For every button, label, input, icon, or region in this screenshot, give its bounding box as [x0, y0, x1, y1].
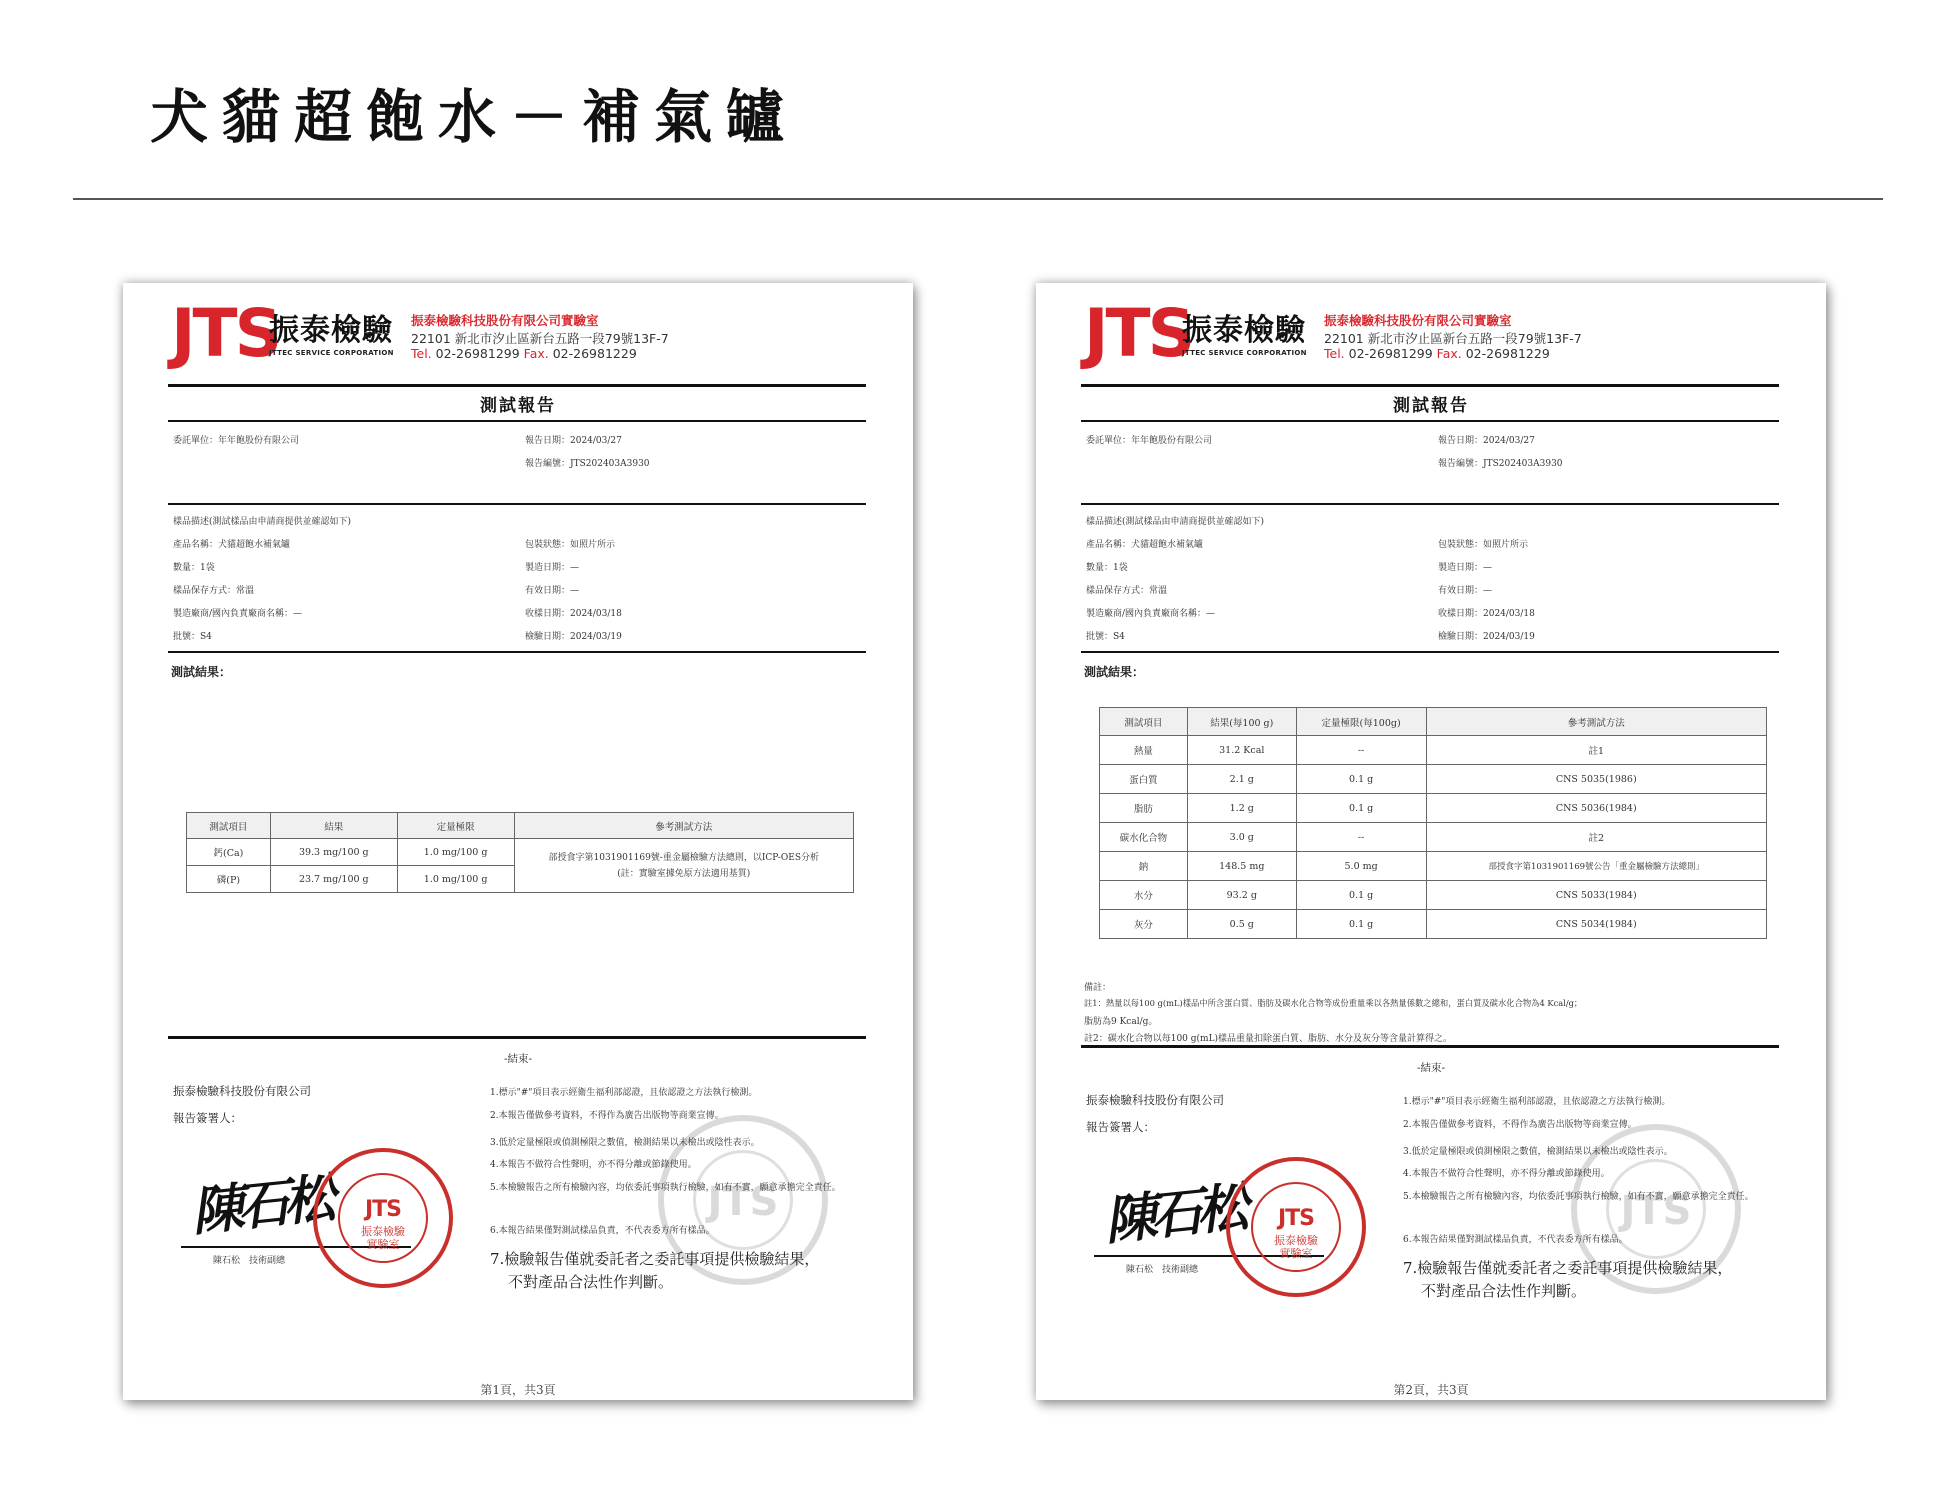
test-item-cell: 熱量 — [1100, 736, 1188, 765]
logo-chinese-name: 振泰檢驗 — [269, 313, 393, 348]
table-row — [1100, 881, 1767, 910]
method-cell: CNS 5034(1984) — [1426, 910, 1766, 939]
result-cell: 93.2 g — [1187, 881, 1296, 910]
quantity-field: 數量：1袋 — [173, 563, 215, 573]
column-header: 結果(每100 g) — [1187, 708, 1296, 736]
report-number-field: 報告編號：JTS202403A3930 — [525, 459, 650, 469]
column-header: 測試項目 — [187, 813, 271, 839]
report-title: 測試報告 — [1393, 396, 1469, 416]
loq-cell: 5.0 mg — [1296, 852, 1426, 881]
note-7-line-2: 不對產品合法性作判斷。 — [508, 1273, 674, 1291]
test-date-field: 檢驗日期：2024/03/19 — [1438, 632, 1535, 642]
manufacturer-field: 製造廠商/國內負責廠商名稱：— — [173, 609, 303, 619]
received-date-field: 收樣日期：2024/03/18 — [1438, 609, 1535, 619]
result-cell: 0.5 g — [1187, 910, 1296, 939]
sample-description: 樣品描述(測試樣品由申請商提供並確認如下) — [173, 517, 352, 527]
signer-title: 陳石松 技術副總 — [213, 1256, 286, 1266]
note-7-line-1: 7.檢驗報告僅就委託者之委託事項提供檢驗結果， — [490, 1250, 820, 1268]
logo-chinese-name: 振泰檢驗 — [1182, 313, 1306, 348]
method-cell: 註1 — [1426, 736, 1766, 765]
product-name-field: 產品名稱：犬貓超飽水補氣罏 — [1086, 540, 1204, 550]
signer-company: 振泰檢驗科技股份有限公司 — [1086, 1093, 1224, 1107]
table-row — [1100, 794, 1767, 823]
company-contact: Tel. 02-26981299 Fax. 02-26981229 — [411, 346, 637, 361]
test-item-cell: 脂肪 — [1100, 794, 1188, 823]
note-3: 3.低於定量極限或偵測極限之數值，檢測結果以未檢出或陰性表示。 — [1403, 1147, 1673, 1157]
report-number-field: 報告編號：JTS202403A3930 — [1438, 459, 1563, 469]
result-cell: 39.3 mg/100 g — [270, 839, 397, 866]
table-row — [1100, 765, 1767, 794]
jts-logo: JTS — [1084, 295, 1193, 372]
signature: 陳石松 — [1101, 1176, 1246, 1253]
jts-watermark-stamp: JTS — [658, 1115, 828, 1285]
note-7-line-1: 7.檢驗報告僅就委託者之委託事項提供檢驗結果， — [1403, 1259, 1733, 1277]
note-5: 5.本檢驗報告之所有檢驗內容，均依委託事項執行檢驗，如有不實，願意承擔完全責任。 — [490, 1183, 841, 1193]
mfg-date-field: 製造日期：— — [1438, 563, 1493, 573]
header-rule — [168, 384, 866, 387]
end-mark: -結束- — [1416, 1062, 1446, 1074]
note-4: 4.本報告不做符合性聲明，亦不得分離或節錄使用。 — [490, 1160, 697, 1170]
page-footer: 第1頁，共3頁 — [480, 1383, 556, 1397]
note-2: 2.本報告僅做參考資料，不得作為廣告出版物等商業宣傳。 — [1403, 1120, 1637, 1130]
remarks-label: 備註： — [1084, 983, 1112, 993]
table-row — [1100, 736, 1767, 765]
table-row — [1100, 823, 1767, 852]
title-rule — [1081, 420, 1779, 422]
logo-english-name: JTTEC SERVICE CORPORATION — [1182, 349, 1307, 357]
sample-rule — [168, 651, 866, 653]
page-footer: 第2頁，共3頁 — [1393, 1383, 1469, 1397]
table-header-row — [187, 813, 854, 839]
loq-cell: 1.0 mg/100 g — [397, 839, 514, 866]
received-date-field: 收樣日期：2024/03/18 — [525, 609, 622, 619]
info-rule — [1081, 503, 1779, 505]
result-cell: 1.2 g — [1187, 794, 1296, 823]
sample-rule — [1081, 651, 1779, 653]
company-address: 22101 新北市汐止區新台五路一段79號13F-7 — [1324, 331, 1582, 346]
column-header: 參考測試方法 — [514, 813, 853, 839]
company-name: 振泰檢驗科技股份有限公司實驗室 — [1324, 313, 1512, 328]
note-3: 3.低於定量極限或偵測極限之數值，檢測結果以未檢出或陰性表示。 — [490, 1138, 760, 1148]
loq-cell: -- — [1296, 736, 1426, 765]
lab-seal-stamp: JTS 振泰檢驗 實驗室 — [1226, 1157, 1366, 1297]
results-table — [186, 812, 854, 893]
note-1: 1.標示"#"項目表示經衛生福利部認證，且依認證之方法執行檢測。 — [490, 1088, 758, 1098]
result-cell: 31.2 Kcal — [1187, 736, 1296, 765]
test-item-cell: 鈉 — [1100, 852, 1188, 881]
result-cell: 2.1 g — [1187, 765, 1296, 794]
table-row — [1100, 910, 1767, 939]
column-header: 結果 — [270, 813, 397, 839]
note-4: 4.本報告不做符合性聲明，亦不得分離或節錄使用。 — [1403, 1169, 1610, 1179]
column-header: 定量極限 — [397, 813, 514, 839]
remark-1-line-2: 脂肪為9 Kcal/g。 — [1084, 1017, 1158, 1027]
storage-field: 樣品保存方式：常溫 — [1086, 586, 1168, 596]
method-cell: CNS 5035(1986) — [1426, 765, 1766, 794]
method-cell: CNS 5036(1984) — [1426, 794, 1766, 823]
test-item-cell: 灰分 — [1100, 910, 1188, 939]
storage-field: 樣品保存方式：常溫 — [173, 586, 255, 596]
report-page-2 — [1036, 283, 1826, 1400]
logo-english-name: JTTEC SERVICE CORPORATION — [269, 349, 394, 357]
client-field: 委託單位：年年飽股份有限公司 — [173, 436, 300, 446]
loq-cell: 1.0 mg/100 g — [397, 866, 514, 893]
report-title: 測試報告 — [480, 396, 556, 416]
loq-cell: 0.1 g — [1296, 910, 1426, 939]
note-6: 6.本報告結果僅對測試樣品負責，不代表委方所有樣品。 — [490, 1226, 715, 1236]
method-cell: 部授食字第1031901169號公告「重金屬檢驗方法總則」 — [1426, 852, 1766, 881]
remark-2: 註2：碳水化合物以每100 g(mL)樣品重量扣除蛋白質、脂肪、水分及灰分等含量計算得之。 — [1084, 1034, 1453, 1044]
title-rule — [168, 420, 866, 422]
end-mark: -結束- — [503, 1053, 533, 1065]
quantity-field: 數量：1袋 — [1086, 563, 1128, 573]
batch-field: 批號：S4 — [173, 632, 212, 642]
method-cell: 部授食字第1031901169號-重金屬檢驗方法總則，以ICP-OES分析 (註：實驗室據免原方法適用基質) — [514, 839, 853, 893]
company-address: 22101 新北市汐止區新台五路一段79號13F-7 — [411, 331, 669, 346]
note-7-line-2: 不對產品合法性作判斷。 — [1421, 1282, 1587, 1300]
signer-company: 振泰檢驗科技股份有限公司 — [173, 1084, 311, 1098]
results-table — [1099, 707, 1767, 939]
client-field: 委託單位：年年飽股份有限公司 — [1086, 436, 1213, 446]
method-cell: 註2 — [1426, 823, 1766, 852]
note-2: 2.本報告僅做參考資料，不得作為廣告出版物等商業宣傳。 — [490, 1111, 724, 1121]
note-5: 5.本檢驗報告之所有檢驗內容，均依委託事項執行檢驗，如有不實，願意承擔完全責任。 — [1403, 1192, 1754, 1202]
jts-logo: JTS — [171, 295, 280, 372]
results-label: 測試結果： — [1084, 665, 1145, 679]
note-6: 6.本報告結果僅對測試樣品負責，不代表委方所有樣品。 — [1403, 1235, 1628, 1245]
remark-1-line-1: 註1：熱量以每100 g(mL)樣品中所含蛋白質、脂肪及碳水化合物等成份重量乘以各熱量係數之總和，蛋白質及碳水化合物為4 Kcal/g； — [1084, 998, 1583, 1008]
package-field: 包裝狀態：如照片所示 — [1438, 540, 1529, 550]
table-header-row — [1100, 708, 1767, 736]
test-item-cell: 蛋白質 — [1100, 765, 1188, 794]
jts-watermark-stamp: JTS — [1571, 1124, 1741, 1294]
manufacturer-field: 製造廠商/國內負責廠商名稱：— — [1086, 609, 1216, 619]
test-item-cell: 鈣(Ca) — [187, 839, 271, 866]
loq-cell: 0.1 g — [1296, 794, 1426, 823]
banner-divider — [73, 198, 1883, 200]
company-name: 振泰檢驗科技股份有限公司實驗室 — [411, 313, 599, 328]
exp-date-field: 有效日期：— — [525, 586, 580, 596]
table-row — [187, 839, 854, 866]
loq-cell: 0.1 g — [1296, 881, 1426, 910]
result-cell: 23.7 mg/100 g — [270, 866, 397, 893]
package-field: 包裝狀態：如照片所示 — [525, 540, 616, 550]
product-name-field: 產品名稱：犬貓超飽水補氣罏 — [173, 540, 291, 550]
header-rule — [1081, 384, 1779, 387]
result-cell: 148.5 mg — [1187, 852, 1296, 881]
column-header: 參考測試方法 — [1426, 708, 1766, 736]
mfg-date-field: 製造日期：— — [525, 563, 580, 573]
test-item-cell: 磷(P) — [187, 866, 271, 893]
batch-field: 批號：S4 — [1086, 632, 1125, 642]
signature: 陳石松 — [188, 1167, 333, 1244]
exp-date-field: 有效日期：— — [1438, 586, 1493, 596]
method-cell: CNS 5033(1984) — [1426, 881, 1766, 910]
end-rule — [1081, 1045, 1779, 1048]
note-1: 1.標示"#"項目表示經衛生福利部認證，且依認證之方法執行檢測。 — [1403, 1097, 1671, 1107]
results-label: 測試結果： — [171, 665, 232, 679]
company-contact: Tel. 02-26981299 Fax. 02-26981229 — [1324, 346, 1550, 361]
signer-label: 報告簽署人： — [1086, 1120, 1155, 1134]
signer-label: 報告簽署人： — [173, 1111, 242, 1125]
loq-cell: 0.1 g — [1296, 765, 1426, 794]
lab-seal-stamp: JTS 振泰檢驗 實驗室 — [313, 1148, 453, 1288]
report-date-field: 報告日期：2024/03/27 — [525, 436, 622, 446]
test-item-cell: 碳水化合物 — [1100, 823, 1188, 852]
signer-title: 陳石松 技術副總 — [1126, 1265, 1199, 1275]
result-cell: 3.0 g — [1187, 823, 1296, 852]
loq-cell: -- — [1296, 823, 1426, 852]
test-date-field: 檢驗日期：2024/03/19 — [525, 632, 622, 642]
end-rule — [168, 1036, 866, 1039]
report-date-field: 報告日期：2024/03/27 — [1438, 436, 1535, 446]
sample-description: 樣品描述(測試樣品由申請商提供並確認如下) — [1086, 517, 1265, 527]
info-rule — [168, 503, 866, 505]
column-header: 測試項目 — [1100, 708, 1188, 736]
report-page-1 — [123, 283, 913, 1400]
banner-title: 犬貓超飽水－補氣罏 — [150, 83, 799, 151]
test-item-cell: 水分 — [1100, 881, 1188, 910]
table-row — [1100, 852, 1767, 881]
column-header: 定量極限(每100g) — [1296, 708, 1426, 736]
